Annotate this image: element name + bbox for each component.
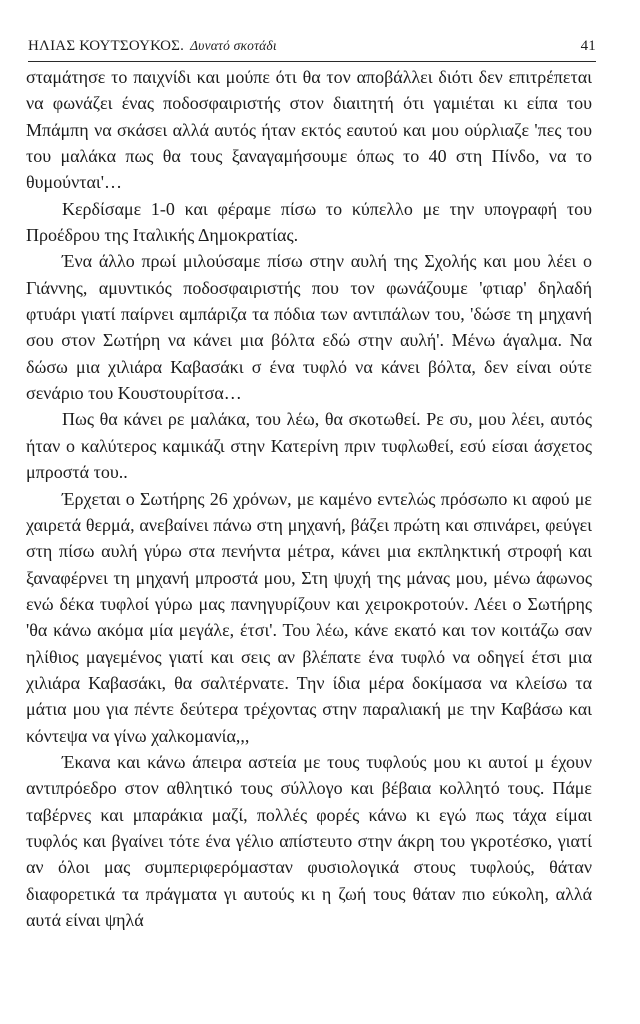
- paragraph: Κερδίσαμε 1-0 και φέραμε πίσω το κύπελλο με την υπογραφή του Προέδρου της Ιταλικής Δημοκρατίας.: [26, 198, 592, 246]
- page-number: 41: [580, 38, 596, 54]
- paragraph: Έκανα και κάνω άπειρα αστεία με τους τυφλούς μου κι αυτοί μ έχουν αντιπρόεδρο στον αθλητικό τους σύλλογο και βέβαια κολλητό τους. Πάμε ταβέρνες και μπαράκια μαζί, πολλές φορές κάνω κι εγώ πως τάχα είμαι τυφλός και βγαίνει τότε ένα γέλιο απίστευτο στην άκρη του γκροτέσκο, γιατί αν όλοι μας συμπεριφερόμασταν φυσιολογικά στους τυφλούς, θάταν διαφορετικά τα πράγματα γι αυτούς κι η ζωή τους θάταν πιο εύκολη, αλλά αυτά είναι ψηλά: [26, 751, 592, 930]
- paragraph: Ένα άλλο πρωί μιλούσαμε πίσω στην αυλή της Σχολής και μου λέει ο Γιάννης, αμυντικός ποδοσφαιριστής που τον φωνάζουμε 'φτιαρ' δηλαδή φτυάρι γιατί παίρνει αμπάριζα τα πόδια των αντιπάλων του, 'δώσε τη μηχανή σου στον Σωτήρη να κάνει μια βόλτα εδώ στην αυλή'. Μένω άγαλμα. Να δώσω μια χιλιάρα Καβασάκι σ ένα τυφλό να κάνει βόλτα, δεν είναι ούτε σενάριο του Κουστουρίτσα…: [26, 251, 592, 404]
- paragraph-continued: σταμάτησε το παιχνίδι και μούπε ότι θα τον αποβάλλει διότι δεν επιτρέπεται να φωνάζει ένας ποδοσφαιριστής στον διαιτητή ότι γαμιέται κι είπα του Μπάμπη να σκάσει αλλά αυτός ήταν εκτός εαυτού και μου ούρλιαζε 'πες του του μαλάκα πως θα τους ξαναγαμήσουμε όπως το 40 στη Πίνδο, να το θυμούνται'…: [26, 67, 592, 193]
- paragraph: Έρχεται ο Σωτήρης 26 χρόνων, με καμένο εντελώς πρόσωπο κι αφού με χαιρετά θερμά, ανεβαίνει πάνω στη μηχανή, βάζει πρώτη και σπινάρει, φεύγει στη πίσω αυλή γύρω στα πενήντα μέτρα, κάνει μια εκπληκτική στροφή και ξαναφέρνει τη μηχανή μπροστά μου, Στη ψυχή της μάνας μου, μένω άφωνος ενώ δέκα τυφλοί γύρω μας πανηγυρίζουν και χειροκροτούν. Λέει ο Σωτήρης 'θα κάνω ακόμα μία μεγάλε, έτσι'. Του λέω, κάνε εκατό και τον κοιτάζω σαν ηλίθιος μαγεμένος γιατί και σεις αν βλέπατε ένα τυφλό να οδηγεί έτσι μια χιλιάρα Καβασάκι, θα σαλτέρνατε. Την ίδια μέρα δοκίμασα να κλείσω τα μάτια μου για πέντε δεύτερα τρέχοντας στην παραλιακή με την Καβάσω και κόντεψα να γίνω χαλκομανία,,,: [26, 488, 592, 746]
- author-name: ΗΛΙΑΣ ΚΟΥΤΣΟΥΚΟΣ.: [28, 38, 185, 54]
- body-text: [26, 64, 592, 933]
- paragraph: Πως θα κάνει ρε μαλάκα, του λέω, θα σκοτωθεί. Ρε συ, μου λέει, αυτός ήταν ο καλύτερος καμικάζι στην Κατερίνη πριν τυφλωθεί, εσύ είσαι άσχετος μπροστά του..: [26, 409, 592, 483]
- header-author-and-title: [28, 38, 277, 55]
- running-header: [28, 38, 596, 62]
- header-rule: [28, 61, 596, 62]
- book-title: Δυνατό σκοτάδι: [190, 38, 277, 53]
